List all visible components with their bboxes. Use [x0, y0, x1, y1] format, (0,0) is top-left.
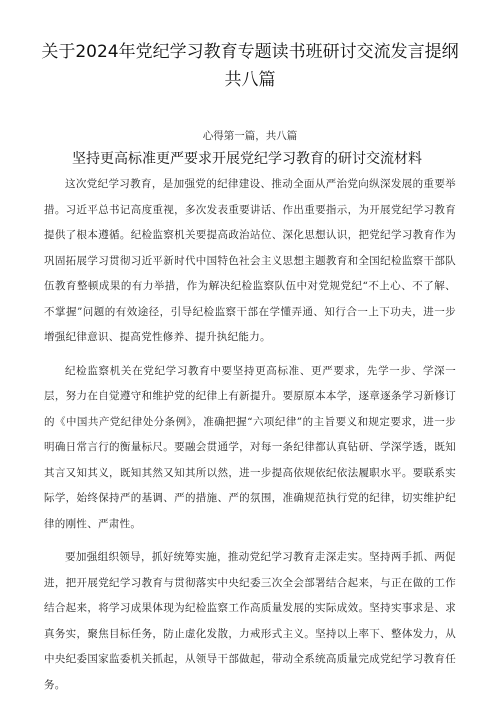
body-text — [44, 172, 456, 706]
document-subheading: 心得第一篇，共八篇 — [202, 130, 298, 142]
section-title: 坚持更高标准更严要求开展党纪学习教育的研讨交流材料 — [72, 151, 422, 167]
paragraph-2: 纪检监察机关在党纪学习教育中要坚持更高标准、更严要求，先学一步、学深一层，努力在自觉遵守和维护党的纪律上有新提升。要原原本本学，逐章逐条学习新修订的《中国共产党纪律处分条例》，准确把握“六项纪律”的主旨要义和规定要求，进一步明确日常言行的衡量标尺。要融会贯通学，对每一条纪律都认真钻研、学深学透，既知其言又知其义，既知其然又知其所以然，进一步提高依规依纪依法履职水平。要联系实际学，始终保持严的基调、严的措施、严的氛围，准确规范执行党的纪律，切实维护纪律的刚性、严肃性。 — [44, 364, 456, 530]
paragraph-3: 要加强组织领导，抓好统筹实施，推动党纪学习教育走深走实。坚持两手抓、两促进，把开展党纪学习教育与贯彻落实中央纪委三次全会部署结合起来，与正在做的工作结合起来，将学习成果体现为纪检监察工作高质量发展的实际成效。坚持实事求是、求真务实，聚焦目标任务，防止虚化发散，力戒形式主义。坚持以上率下、整体发力，从中央纪委国家监委机关抓起，从领导干部做起，带动全系统高质量完成党纪学习教育任务。 — [44, 551, 456, 691]
document-title: 关于2024年党纪学习教育专题读书班研讨交流发言提纲共八篇 — [41, 42, 459, 90]
paragraph-1: 这次党纪学习教育，是加强党的纪律建设、推动全面从严治党向纵深发展的重要举措。习近平总书记高度重视，多次发表重要讲话、作出重要指示，为开展党纪学习教育提供了根本遵循。纪检监察机关要提高政治站位、深化思想认识，把党纪学习教育作为巩固拓展学习贯彻习近平新时代中国特色社会主义思想主题教育和全国纪检监察干部队伍教育整顿成果的有力举措，作为解决纪检监察队伍中对党规党纪“不上心、不了解、不掌握”问题的有效途径，引导纪检监察干部在学懂弄通、知行合一上下功夫，进一步增强纪律意识、提高党性修养、提升执纪能力。 — [44, 178, 456, 343]
